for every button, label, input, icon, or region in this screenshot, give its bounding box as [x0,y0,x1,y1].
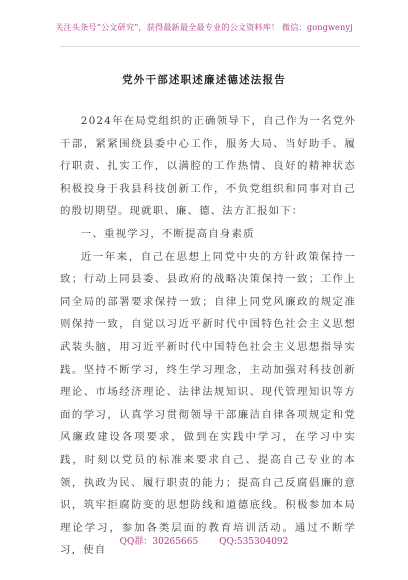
section-heading: 一、重视学习，不断提高自身素质 [80,227,255,240]
intro-paragraph: 2024年在局党组织的正确领导下，自己作为一名党外干部，紧紧围绕县委中心工作，服务大局、当好助手、履行职责、扎实工作，以满腔的工作热情、良好的精神状态积极投身于我县科技创新工作，不负党组织和同事对自己的殷切期望。现就职、廉、德、法方汇报如下： [60,115,356,218]
document-title: 党外干部述职述廉述德述法报告 [122,74,286,86]
footer-qq-group: QQ群：30265665 [119,537,199,547]
header-divider [60,46,360,47]
document-body [60,110,356,562]
footer-contact [0,534,408,547]
body-paragraph: 近一年来，自己在思想上同党中央的方针政策保持一致；行动上同县委、县政府的战略决策保持一致；工作上同全局的部署要求保持一致；自律上同党风廉政的规定准则保持一致，自觉以习近平新时代中国特色社会主义思想武装头脑，用习近平新时代中国特色社会主义思想指导实践。坚持不断学习，终生学习理念，主动加强对科技创新理论、市场经济理论、法律法规知识、现代管理知识等方面的学习，认真学习贯彻领导干部廉洁自律各项规定和党风廉政建设各项要求，做到在实践中学习，在学习中实践，时刻以党员的标准来要求自己、提高自己专业的本领，执政为民、履行职责的能力；提高自己反腐倡廉的意识，筑牢拒腐防变的思想防线和道德底线。积极参加本局理论学习，参加各类层面的教育培训活动。通过不断学习，使自 [60,250,356,557]
footer-qq-number: QQ:535304092 [219,537,289,547]
header-banner: 关注头条号“公文研究”，获得最新最全最专业的公文资料库！ 微信：gongwenyj [55,22,353,32]
